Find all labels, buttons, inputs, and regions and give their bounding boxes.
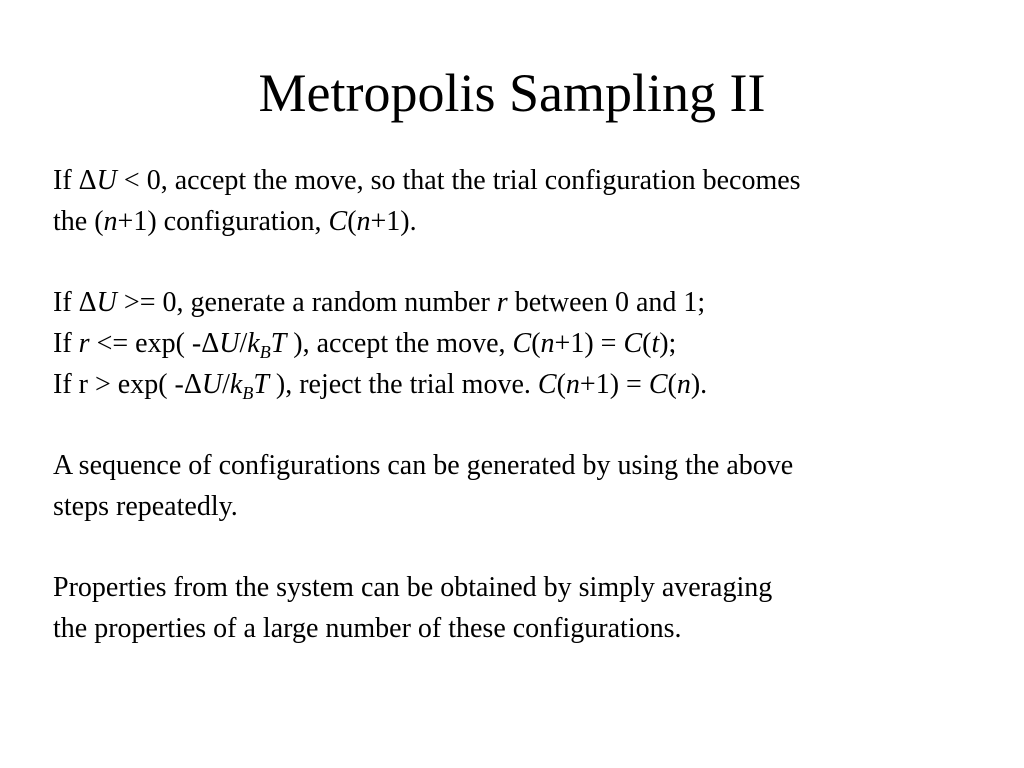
subscript-B: B (242, 383, 254, 403)
random-rule-line-3 (53, 364, 993, 405)
text-segment: / (222, 369, 230, 400)
paragraph-properties (53, 567, 993, 649)
variable-T: T (253, 369, 269, 400)
properties-line-1: Properties from the system can be obtained by simply averaging (53, 572, 773, 603)
variable-r: r (496, 287, 508, 318)
text-segment: +1) = (554, 328, 624, 359)
text-segment: ( (642, 328, 652, 359)
paragraph-random-rule (53, 282, 993, 405)
text-segment: the ( (53, 206, 104, 237)
variable-n: n (103, 206, 118, 237)
text-segment: +1). (370, 206, 417, 237)
delta-symbol: Δ (183, 369, 202, 400)
random-rule-line-1 (53, 282, 993, 323)
accept-rule-line-1 (53, 160, 993, 201)
variable-U: U (96, 287, 117, 318)
variable-C: C (512, 328, 532, 359)
text-segment: ( (347, 206, 357, 237)
paragraph-accept-rule (53, 160, 993, 242)
text-segment: If (53, 165, 79, 196)
variable-t: t (651, 328, 660, 359)
properties-line-2: the properties of a large number of these configurations. (53, 613, 682, 644)
text-segment: If (53, 328, 79, 359)
text-segment: >= 0, generate a random number (116, 287, 497, 318)
text-segment: ), reject the trial move. (268, 369, 538, 400)
variable-r: r (78, 328, 90, 359)
accept-rule-line-2 (53, 201, 993, 242)
variable-k: k (247, 328, 260, 359)
text-segment: ). (690, 369, 708, 400)
slide-body (53, 160, 993, 689)
variable-U: U (201, 369, 223, 400)
text-segment: ); (659, 328, 677, 359)
variable-k: k (229, 369, 243, 400)
text-segment: ), accept the move, (286, 328, 513, 359)
variable-T: T (270, 328, 287, 359)
variable-n: n (540, 328, 555, 359)
delta-symbol: Δ (78, 165, 97, 196)
variable-U: U (219, 328, 240, 359)
delta-symbol: Δ (201, 328, 220, 359)
variable-n: n (565, 369, 580, 400)
slide-title: Metropolis Sampling II (258, 63, 766, 123)
random-rule-line-2 (53, 323, 993, 364)
variable-C: C (328, 206, 348, 237)
text-segment: +1) configuration, (117, 206, 329, 237)
variable-n: n (676, 369, 691, 400)
text-segment: If r > exp( - (53, 369, 184, 400)
variable-C: C (648, 369, 668, 400)
text-segment: If (53, 287, 79, 318)
variable-C: C (537, 369, 557, 400)
variable-n: n (356, 206, 371, 237)
text-segment: <= exp( - (89, 328, 202, 359)
subscript-B: B (259, 342, 271, 362)
paragraph-sequence (53, 445, 993, 527)
variable-U: U (96, 165, 117, 196)
delta-symbol: Δ (78, 287, 97, 318)
text-segment: ( (556, 369, 566, 400)
text-segment: < 0, accept the move, so that the trial configuration becomes (116, 165, 801, 196)
sequence-line-2: steps repeatedly. (53, 491, 238, 522)
text-segment: between 0 and 1; (507, 287, 706, 318)
variable-C: C (623, 328, 643, 359)
text-segment: ( (667, 369, 677, 400)
sequence-line-1: A sequence of configurations can be generated by using the above (53, 450, 794, 481)
text-segment: / (239, 328, 248, 359)
text-segment: +1) = (579, 369, 649, 400)
text-segment: ( (531, 328, 541, 359)
